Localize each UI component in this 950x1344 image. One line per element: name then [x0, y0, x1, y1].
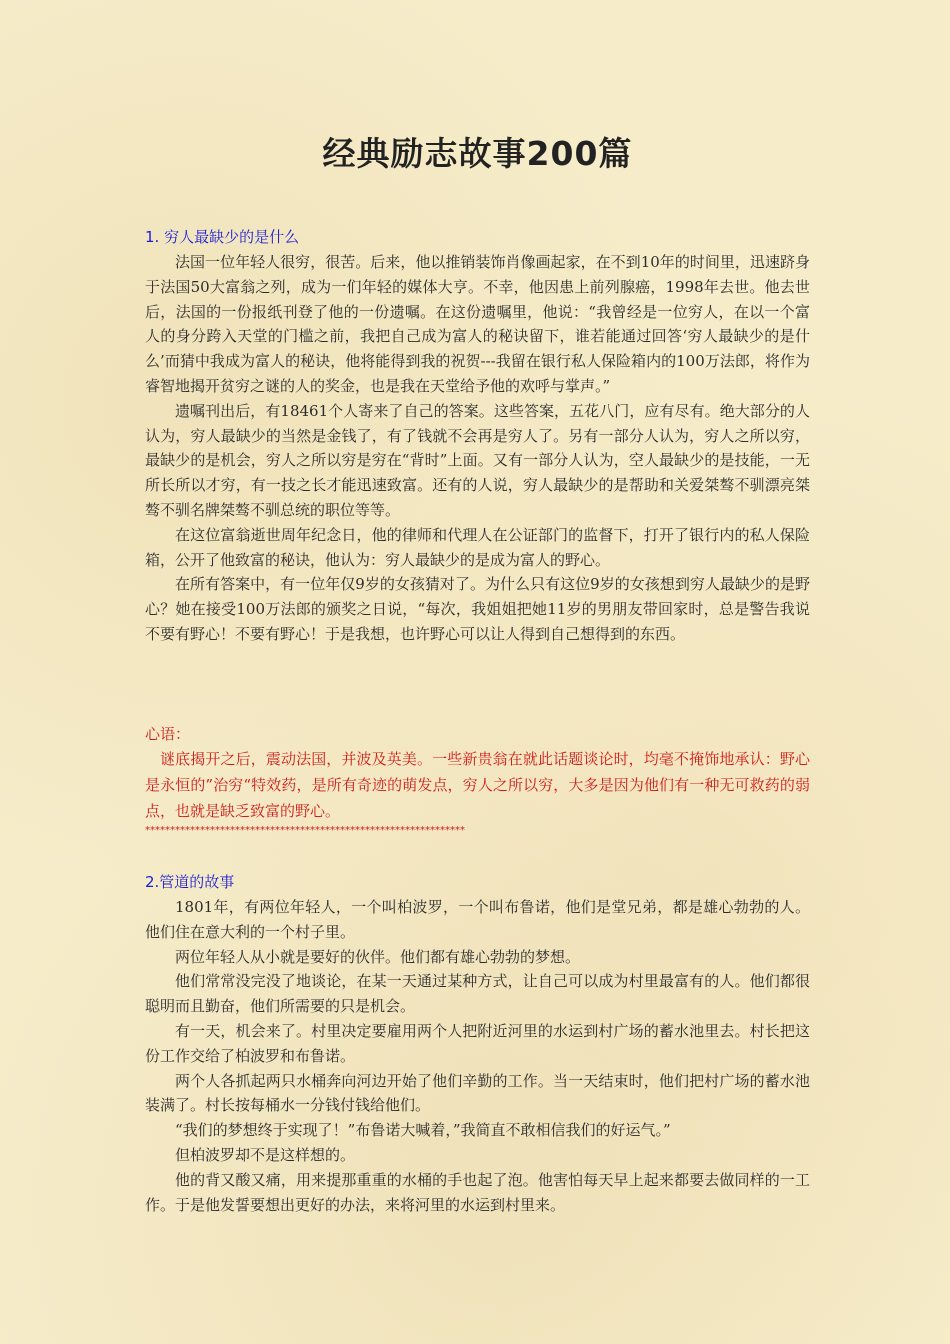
story-2-heading: 2.管道的故事 — [145, 873, 235, 891]
story-2-paragraph: 两位年轻人从小就是要好的伙伴。他们都有雄心勃勃的梦想。 — [175, 947, 581, 966]
insight-label: 心语： — [145, 725, 191, 743]
story-1-paragraph: 在这位富翁逝世周年纪念日，他的律师和代理人在公证部门的监督下，打开了银行内的私人保险箱，公开了他致富的秘诀，他认为：穷人最缺少的是成为富人的野心。 — [145, 525, 810, 569]
document-title: 经典励志故事200篇 — [322, 134, 633, 173]
story-2-paragraph: 两个人各抓起两只水桶奔向河边开始了他们辛勤的工作。当一天结束时，他们把村广场的蓄水池装满了。村长按每桶水一分钱付钱给他们。 — [145, 1071, 810, 1115]
story-2 — [145, 870, 810, 1217]
story-1-insight — [145, 722, 810, 838]
story-2-paragraph: 有一天，机会来了。村里决定要雇用两个人把附近河里的水运到村广场的蓄水池里去。村长把这份工作交给了柏波罗和布鲁诺。 — [145, 1021, 810, 1065]
story-2-paragraph: 他的背又酸又痛，用来提那重重的水桶的手也起了泡。他害怕每天早上起来都要去做同样的一工作。于是他发誓要想出更好的办法，来将河里的水运到村里来。 — [145, 1170, 810, 1214]
story-1-paragraph: 在所有答案中，有一位年仅9岁的女孩猜对了。为什么只有这位9岁的女孩想到穷人最缺少的是野心？她在接受100万法郎的颁奖之日说，“每次，我姐姐把她11岁的男朋友带回家时，总是警告我说不要有野心！不要有野心！于是我想，也许野心可以让人得到自己想得到的东西。 — [145, 575, 810, 643]
story-2-paragraph: “我们的梦想终于实现了！”布鲁诺大喊着，”我简直不敢相信我们的好运气。” — [175, 1121, 671, 1140]
story-1-paragraph: 法国一位年轻人很穷，很苦。后来，他以推销装饰肖像画起家，在不到10年的时间里，迅速跻身于法国50大富翁之列，成为一们年轻的媒体大亨。不幸，他因患上前列腺癌，1998年去世。他去世后，法国的一份报纸刊登了他的一份遗嘱。在这份遗嘱里，他说：“我曾经是一位穷人，在以一个富人的身分跨入天堂的门槛之前，我把自己成为富人的秘诀留下，谁若能通过回答‘穷人最缺少的是什么’而猜中我成为富人的秘诀，他将能得到我的祝贺---我留在银行私人保险箱内的100万法郎，将作为睿智地揭开贫穷之谜的人的奖金，也是我在天堂给予他的欢呼与掌声。” — [145, 253, 810, 395]
section-divider: **************************************************************** — [145, 825, 465, 836]
story-2-paragraph: 1801年，有两位年轻人，一个叫柏波罗，一个叫布鲁诺，他们是堂兄弟，都是雄心勃勃的人。他们住在意大利的一个村子里。 — [145, 898, 810, 941]
story-1-heading: 1. 穷人最缺少的是什么 — [145, 228, 300, 246]
insight-text: 谜底揭开之后，震动法国，并波及英美。一些新贵翁在就此话题谈论时，均毫不掩饰地承认：野心是永恒的”治穷“特效药，是所有奇迹的萌发点，穷人之所以穷，大多是因为他们有一种无可救药的弱点，也就是缺乏致富的野心。 — [145, 750, 810, 820]
story-1-paragraph: 遗嘱刊出后，有18461个人寄来了自己的答案。这些答案，五花八门，应有尽有。绝大部分的人认为，穷人最缺少的当然是金钱了，有了钱就不会再是穷人了。另有一部分人认为，穷人之所以穷，最缺少的是机会，穷人之所以穷是穷在“背时”上面。又有一部分人认为，空人最缺少的是技能，一无所长所以才穷，有一技之长才能迅速致富。还有的人说，穷人最缺少的是帮助和关爱桀骜不驯漂亮桀骜不驯名牌桀骜不驯总统的职位等等。 — [145, 401, 810, 519]
story-2-paragraph: 但柏波罗却不是这样想的。 — [175, 1145, 356, 1164]
story-2-paragraph: 他们常常没完没了地谈论，在某一天通过某种方式，让自己可以成为村里最富有的人。他们都很聪明而且勤奋，他们所需要的只是机会。 — [145, 972, 810, 1016]
story-1 — [145, 225, 810, 647]
